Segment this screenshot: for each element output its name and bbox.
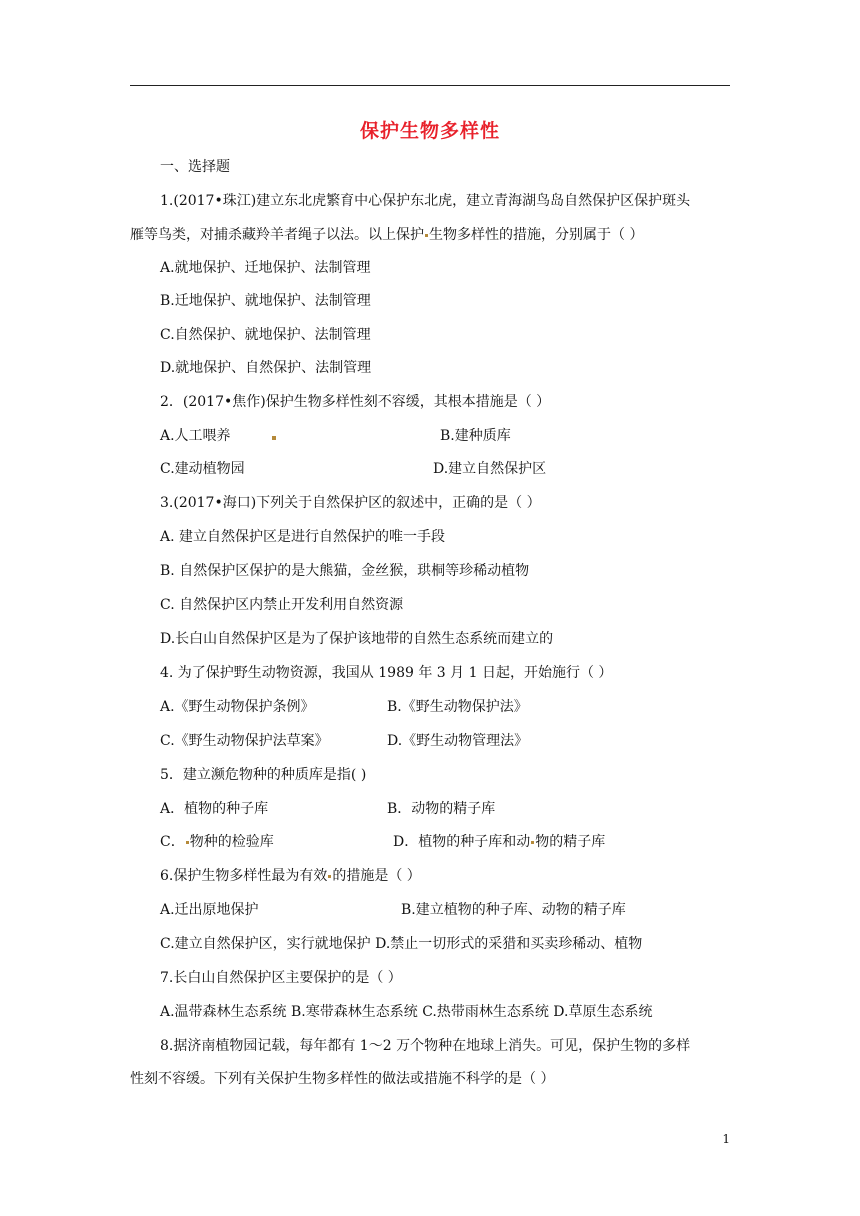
question-8-stem-line-2: 性刻不容缓。下列有关保护生物多样性的做法或措施不科学的是（ ）	[130, 1071, 555, 1087]
question-5-option-a: A．植物的种子库	[160, 801, 269, 817]
question-5-option-c-part-1: C．	[160, 834, 185, 850]
question-6-options-c-d: C.建立自然保护区，实行就地保护 D.禁止一切形式的采猎和买卖珍稀动、植物	[160, 936, 643, 952]
artifact-dot	[328, 875, 331, 878]
question-2-option-c: C.建动植物园	[160, 461, 245, 477]
question-1-option-a: A.就地保护、迁地保护、法制管理	[160, 260, 371, 276]
question-5-option-c	[160, 832, 274, 852]
question-1-stem-line-2	[130, 225, 643, 245]
question-1-option-d: D.就地保护、自然保护、法制管理	[160, 360, 372, 376]
question-1-stem-part-1: 雁等鸟类，对捕杀藏羚羊者绳子以法。以上保护	[130, 227, 424, 243]
question-4-stem: 4. 为了保护野生动物资源，我国从 1989 年 3 月 1 日起，开始施行（ ）	[160, 665, 613, 681]
artifact-dot	[531, 841, 534, 844]
question-1-stem-line-1: 1.(2017•珠江)建立东北虎繁育中心保护东北虎，建立青海湖鸟岛自然保护区保护斑头	[160, 193, 691, 209]
question-1-option-b: B.迁地保护、就地保护、法制管理	[160, 293, 371, 309]
artifact-dot	[272, 436, 276, 440]
question-5-option-d-part-2: 物的精子库	[535, 834, 606, 850]
question-2-option-d: D.建立自然保护区	[433, 461, 547, 477]
question-3-option-c: C. 自然保护区内禁止开发利用自然资源	[160, 597, 404, 613]
question-7-options: A.温带森林生态系统 B.寒带森林生态系统 C.热带雨林生态系统 D.草原生态系统	[160, 1004, 653, 1020]
question-1-option-c: C.自然保护、就地保护、法制管理	[160, 327, 371, 343]
question-3-option-a: A. 建立自然保护区是进行自然保护的唯一手段	[160, 529, 446, 545]
question-4-option-b: B.《野生动物保护法》	[387, 699, 528, 715]
question-2-option-a: A.人工喂养	[160, 428, 231, 444]
question-6-option-b: B.建立植物的种子库、动物的精子库	[401, 902, 626, 918]
question-6-stem-part-1: 6.保护生物多样性最为有效	[160, 868, 328, 884]
artifact-dot	[186, 841, 189, 844]
question-4-option-c: C.《野生动物保护法草案》	[160, 733, 329, 749]
question-5-option-c-part-2: 物种的检验库	[189, 834, 274, 850]
question-5-stem: 5．建立濒危物种的种质库是指( )	[160, 767, 367, 783]
question-5-option-d	[393, 832, 605, 852]
question-2-option-b: B.建种质库	[440, 428, 511, 444]
question-6-stem-part-2: 的措施是（ ）	[332, 868, 421, 884]
header-rule	[130, 85, 730, 86]
question-7-stem: 7.长白山自然保护区主要保护的是（ ）	[160, 970, 402, 986]
question-4-option-a: A.《野生动物保护条例》	[160, 699, 315, 715]
artifact-dot	[425, 234, 428, 237]
question-6-option-a: A.迁出原地保护	[160, 902, 259, 918]
question-5-option-b: B．动物的精子库	[387, 801, 496, 817]
section-heading: 一、选择题	[160, 159, 230, 175]
page-title: 保护生物多样性	[359, 120, 500, 142]
question-3-option-d: D.长白山自然保护区是为了保护该地带的自然生态系统而建立的	[160, 631, 554, 647]
question-3-stem: 3.(2017•海口)下列关于自然保护区的叙述中，正确的是（ ）	[160, 495, 541, 511]
question-1-stem-part-2: 生物多样性的措施，分别属于（ ）	[429, 227, 644, 243]
page-number: 1	[722, 1132, 730, 1146]
question-6-stem	[160, 866, 421, 886]
question-5-option-d-part-1: D．植物的种子库和动	[393, 834, 531, 850]
question-8-stem-line-1: 8.据济南植物园记载，每年都有 1～2 万个物种在地球上消失。可见，保护生物的多样	[160, 1038, 691, 1054]
question-2-stem: 2．(2017•焦作)保护生物多样性刻不容缓，其根本措施是（ ）	[160, 394, 551, 410]
question-4-option-d: D.《野生动物管理法》	[387, 733, 529, 749]
question-3-option-b: B. 自然保护区保护的是大熊猫，金丝猴，珙桐等珍稀动植物	[160, 563, 530, 579]
